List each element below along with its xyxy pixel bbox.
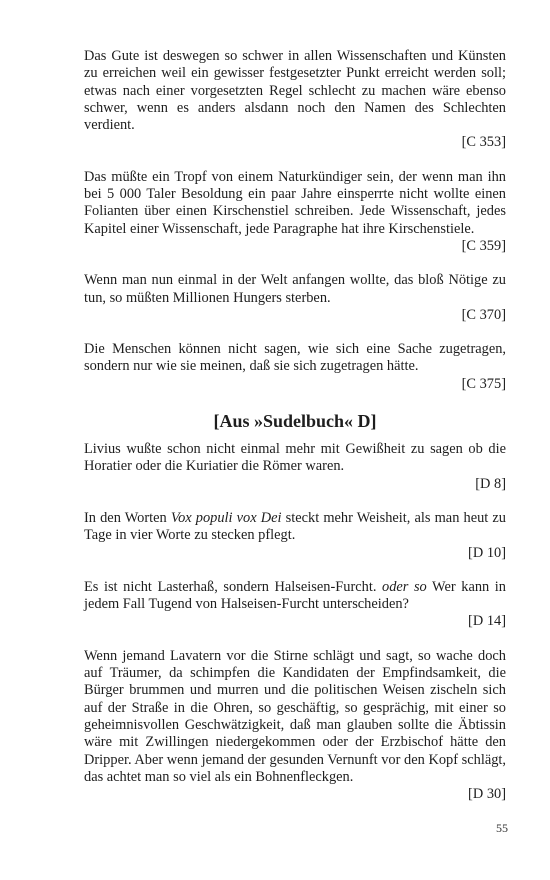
entry-c359 [84,169,506,255]
entry-text: Livius wußte schon nicht einmal mehr mit Gewißheit zu sagen ob die Horatier oder die Kuriatier die Römer waren. [84,441,506,475]
page-number: 55 [496,821,508,835]
entry-reference: [C 370] [461,306,506,323]
entry-reference: [C 353] [461,134,506,151]
italic-phrase: Vox populi vox Dei [170,509,282,526]
section-title: [Aus »Sudelbuch« D] [213,411,377,432]
entry-text: Wenn jemand Lavatern vor die Stirne schlägt und sagt, so wache doch auf Träumer, da schimpfen die Kandidaten der Empfindsamkeit, die Bürger brummen und murren und die politischen Weisen zischeln sich auf der Straße in die Ohren, so geschäftig, so gesprächig, mit einer so geheimnisvollen Geschwätzigkeit, daß man glauben sollte die Äbtissin wäre mit Zwillingen niedergekommen oder der Erzbischof hätte den Dripper. Aber wenn jemand der gesunden Vernunft vor den Kopf schlägt, das achtet man so viel als ein Bohnenfleckgen. [84,647,506,785]
entry-d14 [84,579,506,631]
entry-text: Die Menschen können nicht sagen, wie sich eine Sache zugetragen, sondern nur wie sie meinen, daß sie sich zugetragen hätte. [84,341,506,375]
entry-c353 [84,48,506,152]
entry-reference: [D 30] [468,786,506,803]
entry-reference: [C 359] [461,237,506,254]
entry-reference: [D 10] [468,544,506,561]
entry-text: Das müßte ein Tropf von einem Naturkündiger sein, der wenn man ihn bei 5 000 Taler Besoldung ein paar Jahre einsperrte nicht wollte einen Folianten über einen Kirschenstiel schreiben. Jede Wissenschaft, jedes Kapitel einer Wissenschaft, jede Paragraphe hat ihre Kirschenstiele. [84,168,506,237]
entry-c375 [84,341,506,393]
entry-reference: [D 14] [468,613,506,630]
entry-text [84,510,506,545]
entry-c370 [84,272,506,324]
text-segment: In den Worten [84,509,171,526]
entry-text [84,579,506,614]
entry-d8 [84,441,506,493]
entry-reference: [C 375] [461,375,506,392]
entry-text: Das Gute ist deswegen so schwer in allen Wissenschaften und Künsten zu erreichen weil ein gewisser festgesetzter Punkt erreicht werden soll; etwas nach einer vorgesetzten Regel schlecht zu machen wäre ebenso schwer, wenn es anders alsdann noch den Namen des Schlechten verdient. [84,48,506,134]
entry-d10 [84,510,506,562]
text-segment: Es ist nicht Lasterhaß, sondern Halseisen-Furcht. [84,578,382,595]
text-segment: Wer kann in jedem Fall Tugend von Halseisen-Furcht unterscheiden? [84,578,506,613]
entry-text: Wenn man nun einmal in der Welt anfangen wollte, das bloß Nötige zu tun, so müßten Millionen Hungers sterben. [84,272,506,306]
italic-phrase: oder so [382,578,427,595]
entry-d30 [84,648,506,804]
entry-reference: [D 8] [475,475,506,492]
page-body [84,48,506,820]
text-segment: steckt mehr Weisheit, als man heut zu Tage in vier Worte zu stecken pflegt. [84,509,506,544]
